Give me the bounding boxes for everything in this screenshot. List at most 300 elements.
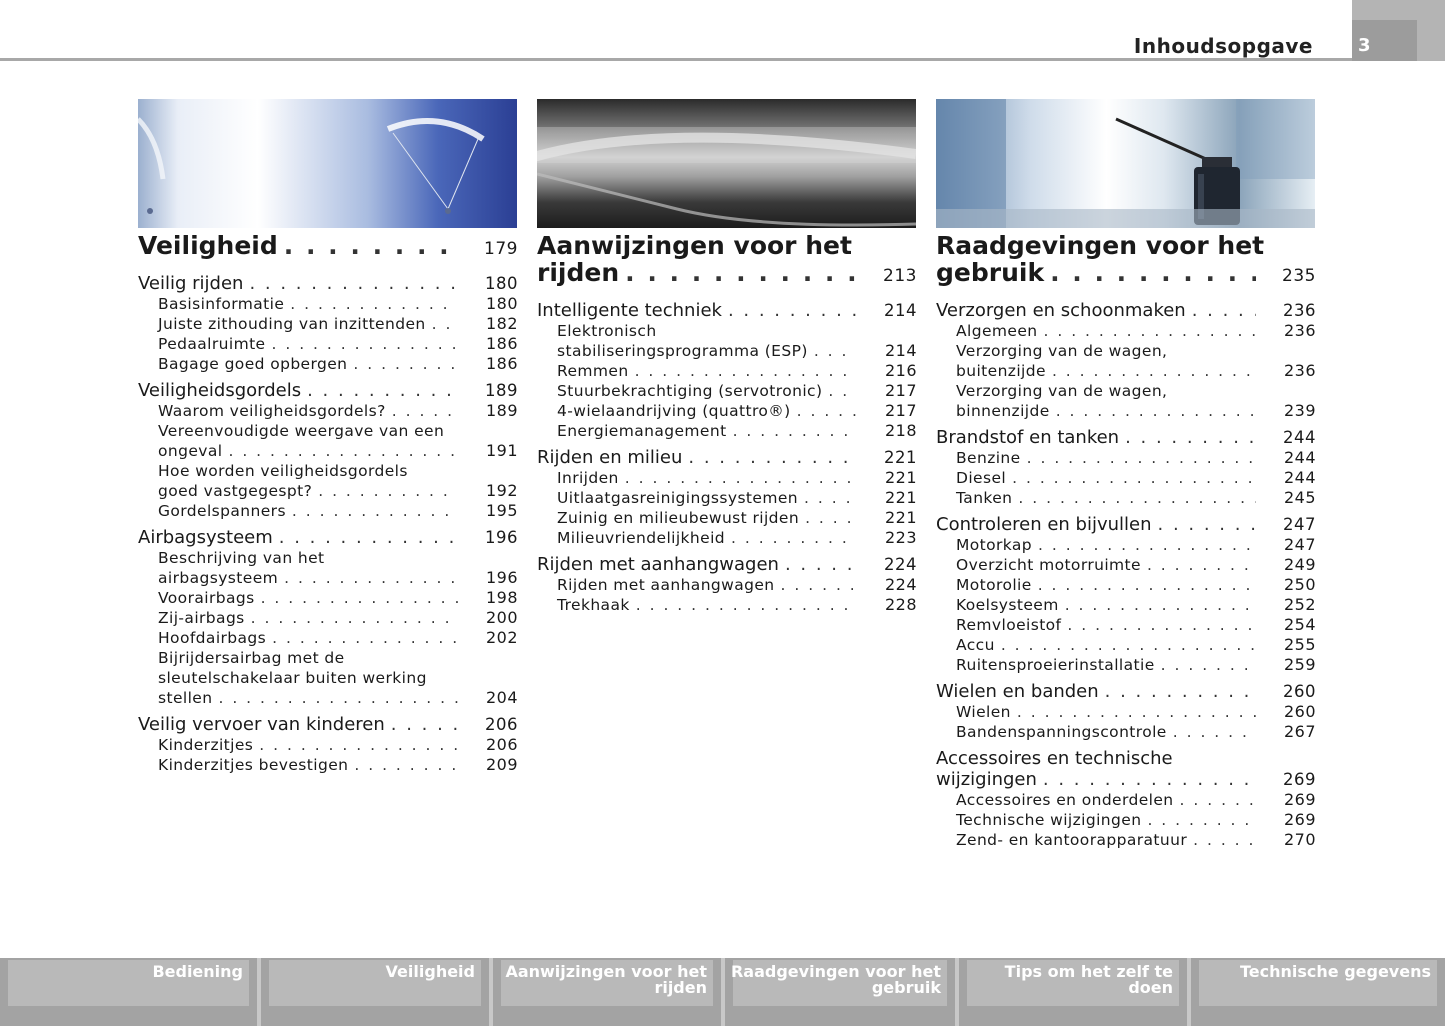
toc-item[interactable]	[138, 461, 518, 501]
toc-item-text: Uitlaatgasreinigingssystemen	[557, 489, 799, 507]
page-ref: 254	[1283, 615, 1316, 634]
dot-leader	[284, 568, 458, 588]
toc-section-line	[138, 527, 518, 548]
toc-item[interactable]	[936, 655, 1316, 675]
toc-item-text: sleutelschakelaar buiten werking	[158, 669, 427, 687]
page-ref: 221	[884, 488, 917, 507]
toc-item-text: Overzicht motorruimte	[956, 556, 1141, 574]
page-ref: 260	[1283, 702, 1316, 721]
toc-section-text: Veilig vervoer van kinderen	[138, 714, 385, 735]
toc-item[interactable]	[936, 810, 1316, 830]
page-ref: 204	[485, 688, 518, 707]
dot-leader	[625, 468, 857, 488]
dot-leader	[1192, 300, 1256, 321]
toc-section[interactable]	[537, 554, 917, 575]
footer-tab-label	[959, 964, 1173, 996]
toc-item-line	[956, 615, 1316, 635]
toc-section-line	[537, 554, 917, 575]
page-ref: 179	[484, 239, 518, 259]
chapter-title[interactable]	[138, 232, 518, 263]
toc-item-text: Zend- en kantoorapparatuur	[956, 831, 1188, 849]
dot-leader	[272, 628, 458, 648]
toc-section[interactable]	[138, 714, 518, 735]
dot-leader	[1027, 448, 1256, 468]
toc-item[interactable]	[936, 615, 1316, 635]
dot-leader	[1043, 769, 1256, 790]
dot-leader	[781, 575, 857, 595]
toc-item-text: Accessoires en onderdelen	[956, 791, 1174, 809]
toc-section[interactable]	[138, 380, 518, 401]
toc-item[interactable]	[537, 528, 917, 548]
toc-item-text: 4-wielaandrijving (quattro®)	[557, 402, 791, 420]
page-ref: 186	[485, 334, 518, 353]
footer-tab-label-line: Aanwijzingen voor het	[505, 962, 707, 981]
footer-tab-label	[731, 964, 941, 996]
toc-item-line	[956, 401, 1316, 421]
toc-section-text: Controleren en bijvullen	[936, 514, 1152, 535]
dot-leader	[261, 588, 458, 608]
page-ref: 213	[883, 266, 917, 286]
toc-section-text: Verzorgen en schoonmaken	[936, 300, 1186, 321]
toc-section-line	[537, 447, 917, 468]
page-ref: 214	[884, 301, 917, 320]
chapter-title-line	[537, 259, 917, 290]
toc-section[interactable]	[936, 681, 1316, 702]
page-ref: 250	[1283, 575, 1316, 594]
dot-leader	[279, 527, 458, 548]
toc-item[interactable]	[537, 488, 917, 508]
toc-item-text: Basisinformatie	[158, 295, 285, 313]
dot-leader	[1038, 535, 1256, 555]
page-ref: 239	[1283, 401, 1316, 420]
page-ref: 255	[1283, 635, 1316, 654]
toc-item[interactable]	[936, 702, 1316, 722]
toc-item-text: Kinderzitjes	[158, 736, 254, 754]
chapter-title[interactable]	[537, 232, 917, 290]
chapter-title-text: Aanwijzingen voor het	[537, 231, 852, 260]
chapter-title-text: Raadgevingen voor het	[936, 231, 1265, 260]
page-ref: 228	[884, 595, 917, 614]
dot-leader	[1105, 681, 1256, 702]
toc-item-line	[158, 501, 518, 521]
dot-leader	[1001, 635, 1256, 655]
toc-item-text: Elektronisch	[557, 322, 657, 340]
toc-column-raadgevingen	[936, 232, 1316, 850]
toc-item[interactable]	[936, 595, 1316, 615]
toc-item[interactable]	[936, 448, 1316, 468]
toc-item-line	[158, 441, 518, 461]
toc-item-text: ongeval	[158, 442, 223, 460]
dot-leader	[1052, 361, 1256, 381]
toc-item-text: Koelsysteem	[956, 596, 1059, 614]
toc-item-text: Motorkap	[956, 536, 1033, 554]
page-ref: 247	[1283, 535, 1316, 554]
toc-item[interactable]	[138, 294, 518, 314]
page-ref: 198	[485, 588, 518, 607]
toc-section[interactable]	[138, 273, 518, 294]
toc-section-text: Rijden en milieu	[537, 447, 683, 468]
toc-item[interactable]	[138, 421, 518, 461]
toc-item-text: Tanken	[956, 489, 1013, 507]
dot-leader	[1125, 427, 1256, 448]
footer-tab[interactable]	[493, 958, 721, 1026]
dot-leader	[307, 380, 458, 401]
toc-item[interactable]	[537, 321, 917, 361]
dot-leader	[814, 341, 857, 361]
toc-item[interactable]	[138, 735, 518, 755]
toc-item[interactable]	[138, 755, 518, 775]
toc-item-line	[158, 294, 518, 314]
chapter-title-line	[936, 259, 1316, 290]
toc-item-line	[557, 341, 917, 361]
footer-tab[interactable]	[0, 958, 257, 1026]
dot-leader	[731, 528, 857, 548]
toc-item-line	[158, 755, 518, 775]
toc-item-text: Voorairbags	[158, 589, 255, 607]
toc-item-text: Stuurbekrachtiging (servotronic)	[557, 382, 823, 400]
oil-can-photo	[936, 99, 1315, 228]
toc-item[interactable]	[936, 575, 1316, 595]
footer-tab-label-line: Tips om het zelf te doen	[1004, 962, 1173, 997]
toc-section[interactable]	[936, 748, 1316, 790]
toc-item[interactable]	[138, 314, 518, 334]
toc-section-text: wijzigingen	[936, 769, 1037, 790]
toc-item-line	[956, 790, 1316, 810]
toc-item[interactable]	[138, 401, 518, 421]
toc-item-text: Verzorging van de wagen,	[956, 382, 1168, 400]
toc-item-line	[956, 702, 1316, 722]
toc-section-line	[936, 427, 1316, 448]
toc-item-text: Diesel	[956, 469, 1007, 487]
page-ref: 259	[1283, 655, 1316, 674]
page-title: Inhoudsopgave	[1133, 34, 1313, 58]
toc-item-text: Zuinig en milieubewust rijden	[557, 509, 800, 527]
toc-item[interactable]	[537, 361, 917, 381]
page-ref: 195	[485, 501, 518, 520]
toc-item-text: Hoofdairbags	[158, 629, 267, 647]
toc-item-line	[158, 401, 518, 421]
toc-item[interactable]	[537, 595, 917, 615]
footer-tab[interactable]	[959, 958, 1187, 1026]
page-ref: 244	[1283, 428, 1316, 447]
footer-tab-label	[152, 964, 243, 980]
toc-item-text: Inrijden	[557, 469, 619, 487]
toc-item[interactable]	[537, 468, 917, 488]
toc-item[interactable]	[138, 501, 518, 521]
page-ref: 189	[485, 401, 518, 420]
dot-leader	[785, 554, 857, 575]
page-ref: 200	[485, 608, 518, 627]
toc-item[interactable]	[936, 635, 1316, 655]
toc-item-line	[956, 575, 1316, 595]
dot-leader	[1067, 615, 1256, 635]
page-ref: 206	[485, 715, 518, 734]
toc-item-text: airbagsysteem	[158, 569, 279, 587]
footer-tab-label	[386, 964, 475, 980]
toc-section-line	[537, 300, 917, 321]
toc-item[interactable]	[936, 341, 1316, 381]
toc-item-line	[557, 468, 917, 488]
toc-item-line	[956, 361, 1316, 381]
footer-tab-label	[505, 964, 707, 996]
dot-leader	[805, 508, 857, 528]
toc-item[interactable]	[537, 381, 917, 401]
page-ref: 206	[485, 735, 518, 754]
toc-item-line	[158, 628, 518, 648]
toc-section[interactable]	[138, 527, 518, 548]
page-ref: 196	[485, 568, 518, 587]
dot-leader	[391, 714, 458, 735]
toc-item-line	[956, 595, 1316, 615]
page-ref: 236	[1283, 361, 1316, 380]
page-ref: 269	[1283, 810, 1316, 829]
dot-leader	[1017, 702, 1256, 722]
toc-item[interactable]	[138, 548, 518, 588]
dot-leader	[688, 447, 857, 468]
page-ref: 270	[1283, 830, 1316, 849]
toc-item[interactable]	[936, 722, 1316, 742]
page-ref: 236	[1283, 301, 1316, 320]
footer-tab-label-line: Raadgevingen voor het	[730, 962, 941, 981]
dot-leader	[1038, 575, 1256, 595]
toc-item-text: stabiliseringsprogramma (ESP)	[557, 342, 808, 360]
page-ref: 223	[884, 528, 917, 547]
toc-section-text: Airbagsysteem	[138, 527, 273, 548]
page-ref: 260	[1283, 682, 1316, 701]
toc-item-text: Energiemanagement	[557, 422, 727, 440]
toc-item-line	[557, 508, 917, 528]
toc-item[interactable]	[936, 535, 1316, 555]
toc-item[interactable]	[936, 468, 1316, 488]
toc-item-text: Benzine	[956, 449, 1021, 467]
dot-leader	[1173, 722, 1256, 742]
toc-item[interactable]	[537, 401, 917, 421]
toc-column-aanwijzingen	[537, 232, 917, 615]
dot-leader	[1147, 810, 1256, 830]
dot-leader	[292, 501, 458, 521]
toc-item[interactable]	[138, 588, 518, 608]
toc-section-text: Rijden met aanhangwagen	[537, 554, 779, 575]
page-ref: 214	[884, 341, 917, 360]
toc-item-line	[557, 488, 917, 508]
page-ref: 196	[485, 528, 518, 547]
toc-item-line	[956, 635, 1316, 655]
toc-item-line	[158, 354, 518, 374]
toc-item-text: Pedaalruimte	[158, 335, 266, 353]
toc-section[interactable]	[537, 447, 917, 468]
toc-item-text: Bandenspanningscontrole	[956, 723, 1167, 741]
toc-item-line	[158, 688, 518, 708]
toc-column-veiligheid	[138, 232, 518, 775]
toc-item-line	[956, 810, 1316, 830]
dot-leader	[290, 294, 458, 314]
chapter-title-text: Veiligheid	[138, 231, 278, 260]
toc-item-text: Juiste zithouding van inzittenden	[158, 315, 426, 333]
dot-leader	[797, 401, 857, 421]
page-ref: 180	[485, 294, 518, 313]
toc-item-text: stellen	[158, 689, 213, 707]
toc-item-line	[158, 735, 518, 755]
toc-item-line	[158, 334, 518, 354]
dot-leader	[259, 735, 458, 755]
toc-item[interactable]	[537, 508, 917, 528]
page-ref: 182	[485, 314, 518, 333]
dot-leader	[1043, 321, 1256, 341]
toc-item-text: buitenzijde	[956, 362, 1046, 380]
dot-leader	[625, 259, 857, 286]
page-ref: 189	[485, 381, 518, 400]
dot-leader	[284, 232, 458, 259]
page-ref: 217	[884, 401, 917, 420]
toc-item-line	[956, 655, 1316, 675]
toc-item[interactable]	[138, 334, 518, 354]
footer-tab-label-line: Bediening	[152, 962, 243, 981]
road-curve-illustration	[537, 99, 916, 228]
page-ref: 249	[1283, 555, 1316, 574]
toc-section-line	[936, 300, 1316, 321]
toc-item-line	[956, 468, 1316, 488]
toc-item-line	[158, 568, 518, 588]
toc-section[interactable]	[936, 514, 1316, 535]
toc-item[interactable]	[138, 628, 518, 648]
page-ref: 191	[485, 441, 518, 460]
toc-item[interactable]	[537, 421, 917, 441]
toc-item[interactable]	[138, 354, 518, 374]
dot-leader	[218, 688, 458, 708]
dot-leader	[1018, 488, 1256, 508]
toc-item-text: goed vastgegespt?	[158, 482, 313, 500]
page-ref: 218	[884, 421, 917, 440]
chapter-title[interactable]	[936, 232, 1316, 290]
toc-item[interactable]	[936, 488, 1316, 508]
dot-leader	[1050, 259, 1256, 286]
toc-section-text: Brandstof en tanken	[936, 427, 1120, 448]
footer-tab[interactable]	[261, 958, 489, 1026]
dot-leader	[804, 488, 857, 508]
toc-item-text: Algemeen	[956, 322, 1038, 340]
toc-item-text: binnenzijde	[956, 402, 1050, 420]
toc-item[interactable]	[936, 790, 1316, 810]
page-ref: 180	[485, 274, 518, 293]
toc-item[interactable]	[138, 608, 518, 628]
toc-item-line	[956, 830, 1316, 850]
page-ref: 202	[485, 628, 518, 647]
toc-item[interactable]	[936, 381, 1316, 421]
toc-item-text: Accu	[956, 636, 995, 654]
dot-leader	[635, 361, 857, 381]
toc-item[interactable]	[936, 321, 1316, 341]
toc-item-text: Bagage goed opbergen	[158, 355, 348, 373]
oil-can-illustration	[936, 99, 1315, 228]
toc-item-line	[956, 722, 1316, 742]
toc-section-line	[138, 714, 518, 735]
toc-item-text: Gordelspanners	[158, 502, 286, 520]
toc-section-text: Wielen en banden	[936, 681, 1099, 702]
toc-item-text: Wielen	[956, 703, 1011, 721]
toc-item-text: Remvloeistof	[956, 616, 1062, 634]
header-rule	[0, 58, 1352, 61]
dot-leader	[733, 421, 857, 441]
toc-section-text: Accessoires en technische	[936, 748, 1173, 769]
toc-section-text: Intelligente techniek	[537, 300, 722, 321]
dot-leader	[353, 354, 458, 374]
toc-section-line	[138, 273, 518, 294]
toc-item-text: Remmen	[557, 362, 629, 380]
paraglider-illustration	[138, 99, 517, 228]
toc-item[interactable]	[537, 575, 917, 595]
page-ref: 186	[485, 354, 518, 373]
toc-item-text: Vereenvoudigde weergave van een	[158, 422, 445, 440]
toc-section-text: Veiligheidsgordels	[138, 380, 302, 401]
page-ref: 221	[884, 468, 917, 487]
page-ref: 221	[884, 508, 917, 527]
toc-item-text: Hoe worden veiligheidsgordels	[158, 462, 408, 480]
toc-item-text: Ruitensproeierinstallatie	[956, 656, 1155, 674]
toc-item[interactable]	[138, 648, 518, 708]
toc-item-text: Technische wijzigingen	[956, 811, 1142, 829]
toc-item-line	[557, 361, 917, 381]
toc-item-line	[158, 588, 518, 608]
page-ref: 244	[1283, 448, 1316, 467]
toc-item-line	[557, 575, 917, 595]
dot-leader	[636, 595, 857, 615]
footer-tab-label-line: rijden	[654, 978, 707, 997]
toc-item-line	[956, 448, 1316, 468]
dot-leader	[828, 381, 857, 401]
dot-leader	[228, 441, 458, 461]
toc-section-line	[936, 769, 1316, 790]
toc-item-line	[557, 401, 917, 421]
page-ref: 192	[485, 481, 518, 500]
chapter-title-text: rijden	[537, 258, 620, 287]
toc-item[interactable]	[936, 830, 1316, 850]
toc-section[interactable]	[936, 427, 1316, 448]
road-curve-photo	[537, 99, 916, 228]
toc-item-line	[557, 381, 917, 401]
dot-leader	[1158, 514, 1256, 535]
toc-item-line	[956, 488, 1316, 508]
footer-tab-label	[1240, 964, 1431, 980]
toc-item[interactable]	[936, 555, 1316, 575]
toc-item-text: Bijrijdersairbag met de	[158, 649, 345, 667]
page-ref: 221	[884, 448, 917, 467]
toc-item-text: Motorolie	[956, 576, 1032, 594]
toc-item-text: Trekhaak	[557, 596, 630, 614]
page-number: 3	[1358, 35, 1371, 56]
toc-section[interactable]	[537, 300, 917, 321]
toc-item-text: Zij-airbags	[158, 609, 245, 627]
toc-item-text: Waarom veiligheidsgordels?	[158, 402, 386, 420]
page-ref: 244	[1283, 468, 1316, 487]
toc-item-line	[557, 421, 917, 441]
page-ref: 252	[1283, 595, 1316, 614]
footer-tab[interactable]	[725, 958, 955, 1026]
page-ref: 267	[1283, 722, 1316, 741]
toc-item-text: Kinderzitjes bevestigen	[158, 756, 349, 774]
toc-section[interactable]	[936, 300, 1316, 321]
toc-section-line	[936, 681, 1316, 702]
toc-item-text: Verzorging van de wagen,	[956, 342, 1168, 360]
toc-item-line	[557, 595, 917, 615]
footer-tab-label-line: Veiligheid	[385, 962, 475, 981]
toc-section-text: Veilig rijden	[138, 273, 244, 294]
footer-tab[interactable]	[1191, 958, 1445, 1026]
page-ref: 247	[1283, 515, 1316, 534]
page-ref: 224	[884, 575, 917, 594]
toc-item-line	[956, 555, 1316, 575]
dot-leader	[1012, 468, 1256, 488]
dot-leader	[1147, 555, 1256, 575]
